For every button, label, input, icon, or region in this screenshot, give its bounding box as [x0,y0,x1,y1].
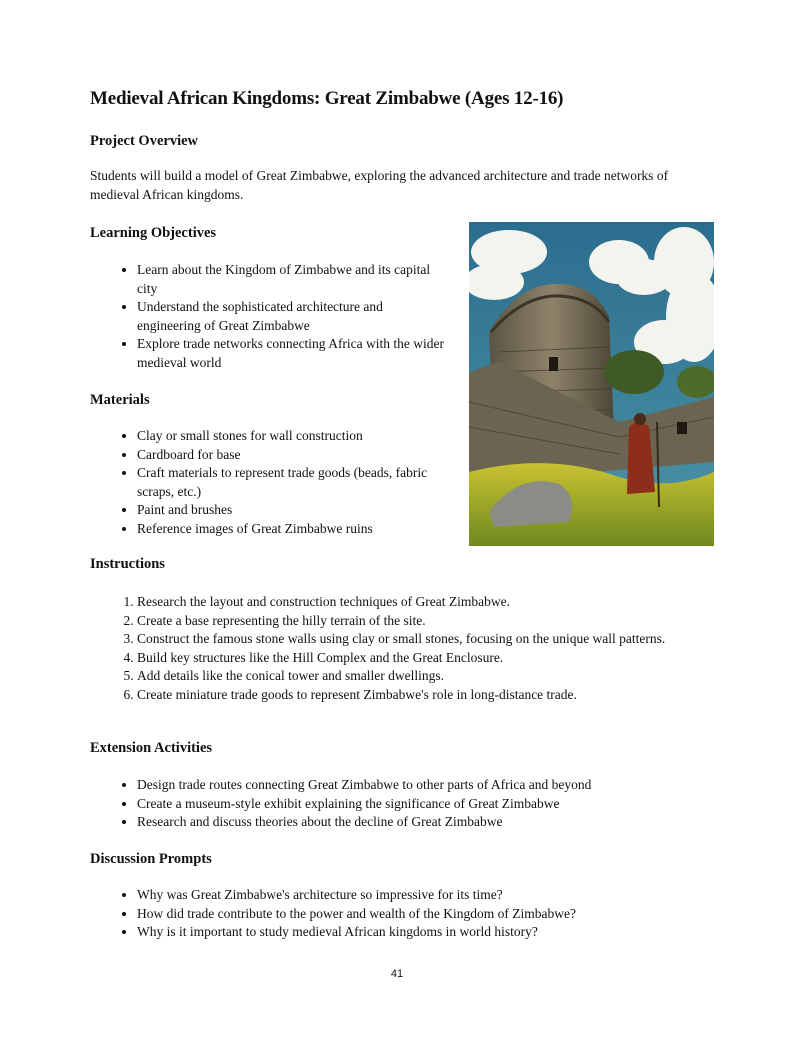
overview-heading: Project Overview [90,133,199,149]
overview-text: Students will build a model of Great Zimbabwe, exploring the advanced architecture and trade networks of medieval African kingdoms. [90,168,669,202]
list-item: • Research and discuss theories about the decline of Great Zimbabwe [137,813,717,832]
objectives-heading: Learning Objectives [90,225,217,241]
list-item: • Understand the sophisticated architecture and engineering of Great Zimbabwe [137,298,447,335]
list-item: • Design trade routes connecting Great Zimbabwe to other parts of Africa and beyond [137,776,717,795]
list-item: • Learn about the Kingdom of Zimbabwe and its capital city [137,261,447,298]
list-item: 5. Add details like the conical tower and smaller dwellings. [137,667,717,686]
instructions-heading: Instructions [90,556,165,572]
list-item: • Why is it important to study medieval African kingdoms in world history? [137,923,717,942]
list-item: 1. Research the layout and construction techniques of Great Zimbabwe. [137,593,717,612]
list-item: • Paint and brushes [137,501,447,520]
list-item: • Why was Great Zimbabwe's architecture so impressive for its time? [137,886,717,905]
extension-heading: Extension Activities [90,740,213,756]
objectives-list [137,261,447,372]
discussion-heading: Discussion Prompts [90,851,212,867]
list-item: 4. Build key structures like the Hill Complex and the Great Enclosure. [137,649,717,668]
instructions-list [137,593,717,704]
list-item: • How did trade contribute to the power and wealth of the Kingdom of Zimbabwe? [137,905,717,924]
list-item: • Reference images of Great Zimbabwe ruins [137,520,447,539]
list-item: • Create a museum-style exhibit explaining the significance of Great Zimbabwe [137,795,717,814]
extension-list [137,776,717,832]
page-number: 41 [390,968,404,980]
discussion-list [137,886,717,942]
list-item: 3. Construct the famous stone walls using clay or small stones, focusing on the unique wall patterns. [137,630,717,649]
list-item: • Cardboard for base [137,446,447,465]
list-item: • Explore trade networks connecting Africa with the wider medieval world [137,335,447,372]
page-title: Medieval African Kingdoms: Great Zimbabwe (Ages 12-16) [90,88,564,109]
materials-list [137,427,447,538]
great-zimbabwe-illustration [469,222,714,546]
materials-heading: Materials [90,392,150,408]
list-item: • Craft materials to represent trade goods (beads, fabric scraps, etc.) [137,464,447,501]
list-item: • Clay or small stones for wall construction [137,427,447,446]
list-item: 2. Create a base representing the hilly terrain of the site. [137,612,717,631]
list-item: 6. Create miniature trade goods to represent Zimbabwe's role in long-distance trade. [137,686,717,705]
